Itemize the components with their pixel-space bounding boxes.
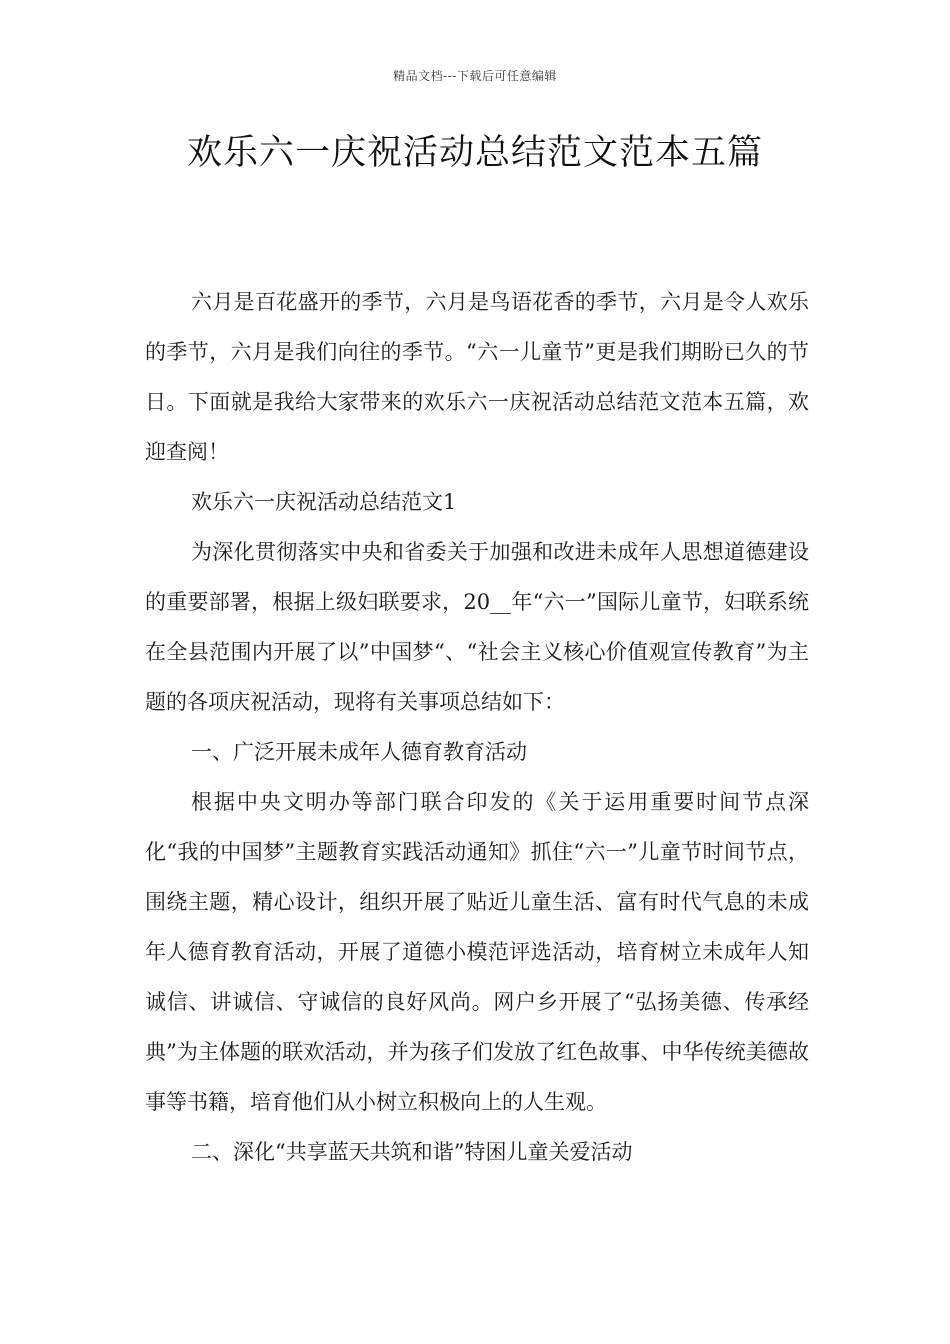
subsection-heading-2: 二、深化“共享蓝天共筑和谐”特困儿童关爱活动 (191, 1140, 633, 1164)
intro-paragraph: 六月是百花盛开的季节，六月是鸟语花香的季节，六月是令人欢乐的季节，六月是我们向往的季节。“六一儿童节”更是我们期盼已久的节日。下面就是我给大家带来的欢乐六一庆祝活动总结范文范本五篇，欢迎查阅！ (145, 290, 809, 464)
header-note: 精品文档---下载后可任意编辑 (393, 69, 557, 83)
subsection-heading-1: 一、广泛开展未成年人德育教育活动 (191, 740, 527, 764)
body-paragraph: 根据中央文明办等部门联合印发的《关于运用重要时间节点深化“我的中国梦”主题教育实践活动通知》抓住“六一”儿童节时间节点，围绕主题，精心设计，组织开展了贴近儿童生活、富有时代气息的未成年人德育教育活动，开展了道德小模范评选活动，培育树立未成年人知诚信、讲诚信、守诚信的良好风尚。网户乡开展了“弘扬美德、传承经典”为主体题的联欢活动，并为孩子们发放了红色故事、中华传统美德故事等书籍，培育他们从小树立积极向上的人生观。 (145, 790, 809, 1114)
section-heading-1: 欢乐六一庆祝活动总结范文1 (191, 490, 457, 514)
document-body (145, 277, 809, 1177)
document-title: 欢乐六一庆祝活动总结范文范本五篇 (186, 133, 763, 173)
body-paragraph: 为深化贯彻落实中央和省委关于加强和改进未成年人思想道德建设的重要部署，根据上级妇联要求，20__年“六一”国际儿童节，妇联系统在全县范围内开展了以”中国梦“、“社会主义核心价值观宣传教育”为主题的各项庆祝活动，现将有关事项总结如下： (145, 540, 809, 714)
